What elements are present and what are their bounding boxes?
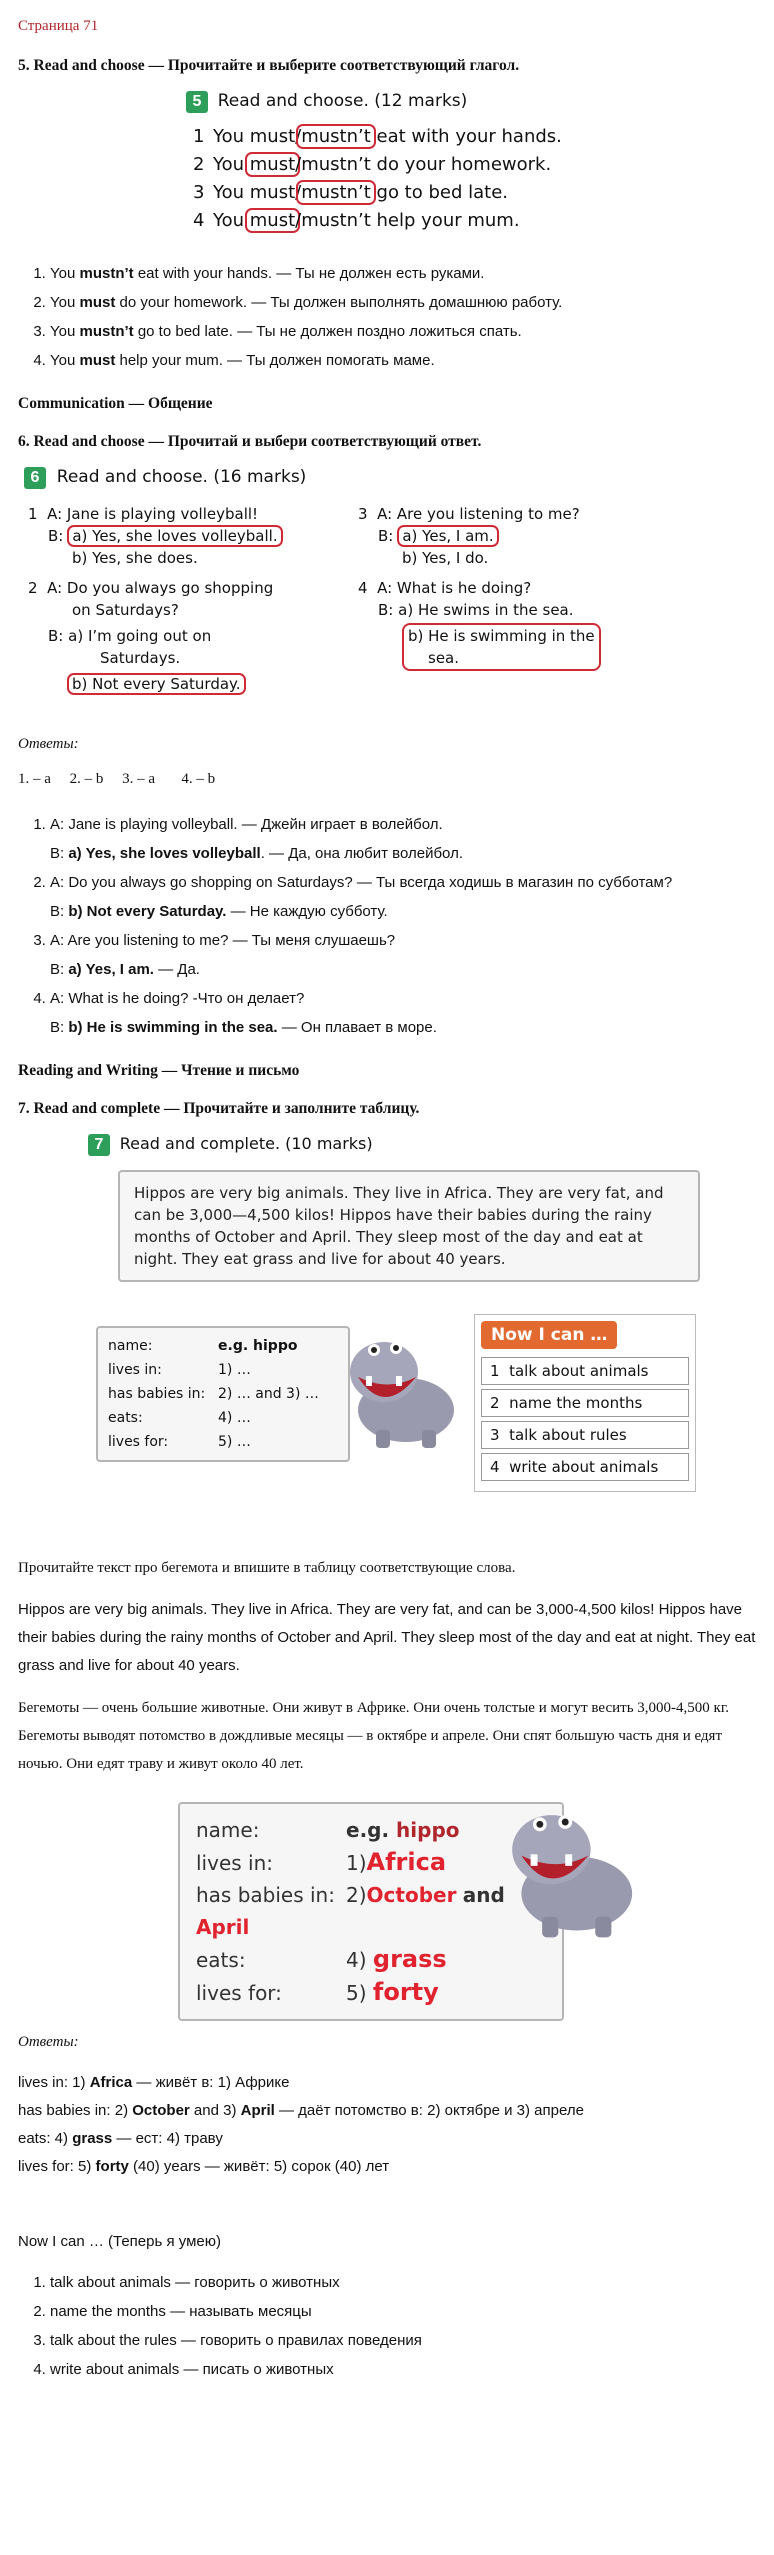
table-row: lives for: 5) forty (196, 1978, 439, 2006)
ex7-text-ru: Бегемоты — очень большие животные. Они живут в Африке. Они очень толстые и могут весить 3,000-4,500 кг. Бегемоты выводят потомство в дождливые месяцы — в октябре и апреле. Они спят большую часть дня и едят ночью. Они едят траву и живут около 40 лет. (18, 1700, 730, 1772)
ex6-book-title: Read and choose. (16 marks) (56, 467, 307, 487)
ex7-book-header (88, 1134, 373, 1156)
list-item: 3. talk about the rules — говорить о правилах поведения (50, 2326, 756, 2355)
ex5-book-title: Read and choose. (12 marks) (217, 91, 468, 111)
list-item: 4 write about animals (481, 1453, 689, 1481)
list-item: 2. You must do your homework. — Ты должен выполнять домашнюю работу. (50, 288, 756, 317)
circled-answer: b) He is swimming in the sea. (402, 623, 601, 671)
ex6-answer-key: 1. – a 2. – b 3. – a 4. – b (18, 771, 216, 787)
now-i-can-list (18, 2268, 756, 2384)
ex5-answer-list (18, 259, 756, 375)
now-i-can-title: Now I can … (481, 1321, 617, 1349)
ex7-answers (18, 2069, 756, 2181)
ex7-heading: 7. Read and complete — Прочитайте и заполните таблицу. (18, 1100, 420, 1117)
ex7-filled-table-image (18, 1792, 756, 2020)
list-item: 2 name the months (481, 1389, 689, 1417)
list-item: lives for: 5) forty (40) years — живёт: 5) сорок (40) лет (18, 2158, 390, 2175)
list-item: eats: 4) grass — ест: 4) траву (18, 2130, 223, 2147)
list-item: 3 talk about rules (481, 1421, 689, 1449)
list-item: 1 talk about animals (481, 1357, 689, 1385)
ex6-heading: 6. Read and choose — Прочитай и выбери соответствующий ответ. (18, 433, 482, 450)
table-row: lives in: 1)Africa (196, 1848, 447, 1876)
circled-answer: mustn’t (296, 180, 376, 205)
table-row: eats: 4) grass (196, 1945, 447, 1973)
ex5-row-3: 3 You must/mustn’t go to bed late. (193, 182, 509, 203)
ex6-right-column: 3 A: Are you listening to me? B: a) Yes, I am. b) Yes, I do. 4 A: What is he doing? B: a) He swims in the sea. b) He is swimming in the sea. (358, 503, 601, 671)
list-item: 4. A: What is he doing? -Что он делает? B: b) He is swimming in the sea. — Он плавает в море. (50, 984, 756, 1042)
ex5-badge: 5 (186, 91, 208, 113)
ex6-book-header (24, 467, 306, 489)
hippo-illustration (496, 1792, 646, 1942)
list-item: 2. A: Do you always go shopping on Saturdays? — Ты всегда ходишь в магазин по субботам? B: b) Not every Saturday. — Не каждую субботу. (50, 868, 756, 926)
table-row: has babies in: 2)October and April (196, 1883, 505, 1939)
table-row: eats: 4) … (108, 1410, 251, 1426)
list-item: 1. talk about animals — говорить о животных (50, 2268, 756, 2297)
circled-answer: mustn’t (296, 124, 376, 149)
ex5-book-image (18, 91, 756, 249)
ex7-text-box: Hippos are very big animals. They live in Africa. They are very fat, and can be 3,000—4,500 kilos! Hippos have their babies during the rainy months of October and April. They sleep most of the day and eat at night. They eat grass and live for about 40 years. (118, 1170, 700, 1282)
list-item: 2. name the months — называть месяцы (50, 2297, 756, 2326)
reading-heading: Reading and Writing — Чтение и письмо (18, 1062, 300, 1079)
list-item: 1. A: Jane is playing volleyball. — Джейн играет в волейбол. B: a) Yes, she loves volleyball. — Да, она любит волейбол. (50, 810, 756, 868)
list-item: lives in: 1) Africa — живёт в: 1) Африке (18, 2074, 290, 2091)
ex7-badge: 7 (88, 1134, 110, 1156)
ex5-heading: 5. Read and choose — Прочитайте и выберите соответствующий глагол. (18, 57, 520, 74)
ex7-text-en: Hippos are very big animals. They live in Africa. They are very fat, and can be 3,000-4,500 kilos! Hippos have their babies during the rainy months of October and April. They sleep most of the day and eat at night. They eat grass and live for about 40 years. (18, 1601, 756, 1674)
ex5-row-1: 1 You must/mustn’t eat with your hands. (193, 126, 562, 147)
ex7-book-image (18, 1134, 756, 1544)
circled-answer: b) Not every Saturday. (67, 673, 246, 695)
ex7-table (96, 1326, 350, 1462)
circled-answer: must (245, 152, 300, 177)
list-item: 1. You mustn’t eat with your hands. — Ты не должен есть руками. (50, 259, 756, 288)
table-row: name: e.g. hippo (196, 1818, 460, 1842)
ex7-instruction: Прочитайте текст про бегемота и впишите в таблицу соответствующие слова. (18, 1560, 516, 1576)
list-item: 4. You must help your mum. — Ты должен помогать маме. (50, 346, 756, 375)
now-i-can-panel (474, 1314, 696, 1492)
ex6-left-column: 1 A: Jane is playing volleyball! B: a) Yes, she loves volleyball. b) Yes, she does. 2 A: Do you always go shopping on Saturdays? B: a) I’m going out on Saturdays. b) Not every Saturday. (28, 503, 278, 695)
page-number: Страница 71 (18, 18, 99, 34)
list-item: has babies in: 2) October and 3) April — даёт потомство в: 2) октябре и 3) апреле (18, 2102, 584, 2119)
ex6-answers-label: Ответы: (18, 736, 79, 752)
ex5-book-header (186, 91, 756, 113)
ex5-row-4: 4 You must/mustn’t help your mum. (193, 210, 520, 231)
list-item: 3. You mustn’t go to bed late. — Ты не должен поздно ложиться спать. (50, 317, 756, 346)
list-item: 4. write about animals — писать о животных (50, 2355, 756, 2384)
hippo-illustration (336, 1322, 466, 1452)
table-row: lives in: 1) … (108, 1362, 251, 1378)
list-item: 3. A: Are you listening to me? — Ты меня слушаешь? B: a) Yes, I am. — Да. (50, 926, 756, 984)
now-i-can-heading: Now I can … (Теперь я умею) (18, 2233, 221, 2250)
ex7-answers-label: Ответы: (18, 2034, 79, 2050)
circled-answer: a) Yes, I am. (397, 525, 498, 547)
ex6-badge: 6 (24, 467, 46, 489)
ex5-row-2: 2 You must/mustn’t do your homework. (193, 154, 552, 175)
ex6-book-image (18, 467, 756, 712)
table-row: name: e.g. hippo (108, 1338, 298, 1354)
ex5-rows (193, 123, 756, 235)
communication-heading: Communication — Общение (18, 395, 213, 412)
ex7-book-title: Read and complete. (10 marks) (119, 1134, 373, 1153)
circled-answer: must (245, 208, 300, 233)
circled-answer: a) Yes, she loves volleyball. (67, 525, 282, 547)
table-row: has babies in: 2) … and 3) … (108, 1386, 319, 1402)
table-row: lives for: 5) … (108, 1434, 251, 1450)
ex6-dialogue-list (18, 810, 756, 1042)
